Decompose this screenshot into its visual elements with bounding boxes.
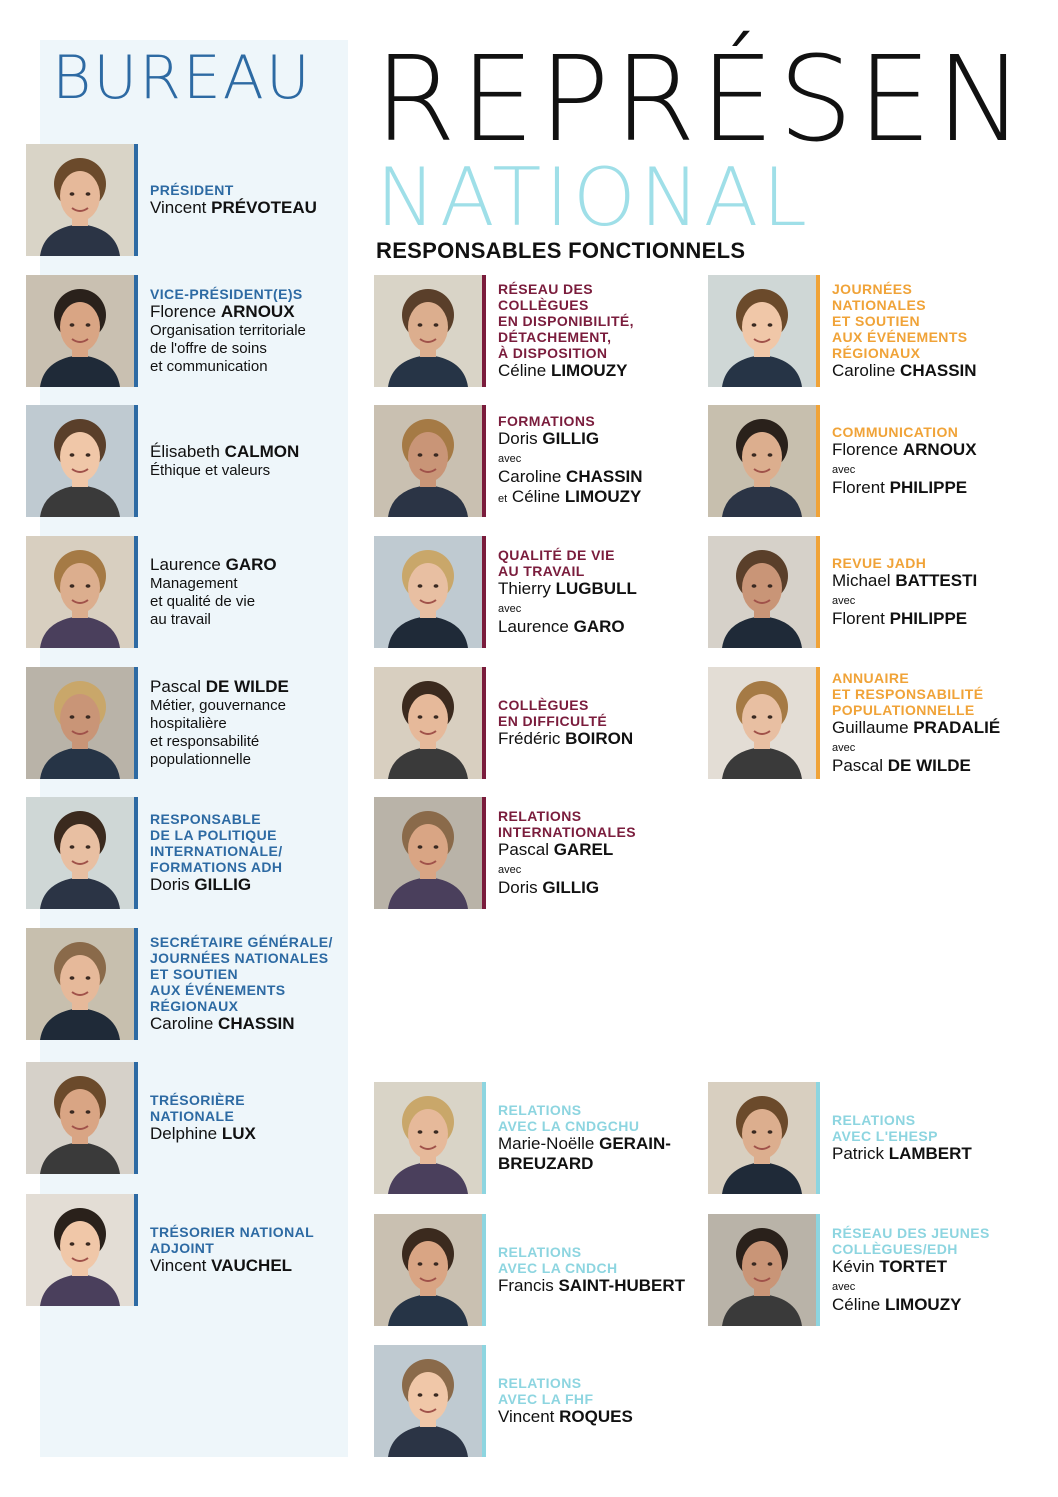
- person-name: [498, 1407, 698, 1427]
- role-line: ET SOUTIEN: [832, 313, 921, 329]
- last-name: BATTESTI: [895, 571, 978, 590]
- role-line: RELATIONS: [498, 808, 582, 824]
- description-line: Métier, gouvernance: [150, 697, 286, 714]
- person-info: [150, 144, 380, 256]
- person-info: [498, 1345, 698, 1457]
- person-name: [832, 440, 1032, 460]
- person-name: [832, 571, 1032, 591]
- person-info: [498, 797, 688, 909]
- person-info: [498, 536, 688, 648]
- person-name: [150, 1124, 380, 1144]
- accent-bar: [482, 797, 486, 909]
- role-line: JOURNÉES: [832, 281, 913, 297]
- person-name: [832, 1257, 1032, 1277]
- accent-bar: [134, 1062, 138, 1174]
- role-line: SECRÉTAIRE GÉNÉRALE/: [150, 934, 333, 950]
- last-name: CHASSIN: [566, 467, 643, 486]
- section-heading: RESPONSABLES FONCTIONNELS: [376, 238, 746, 263]
- role-line: AVEC L'EHESP: [832, 1128, 938, 1144]
- first-name: Florent: [832, 609, 885, 628]
- person-info: [150, 667, 380, 779]
- last-name: LIMOUZY: [564, 487, 642, 506]
- person-name: [832, 718, 1032, 738]
- avec-label: avec: [498, 603, 522, 615]
- last-name: GERAIN-BREUZARD: [498, 1134, 671, 1173]
- role-line: DE LA POLITIQUE: [150, 827, 277, 843]
- person-name: [150, 442, 380, 462]
- first-name: Doris: [498, 878, 538, 897]
- person-info: [832, 405, 1032, 517]
- person-info: [150, 1194, 380, 1306]
- person-name: [832, 361, 1032, 381]
- portrait-photo: [374, 275, 482, 387]
- person-name: [150, 302, 380, 322]
- role-line: VICE-PRÉSIDENT(E)S: [150, 286, 303, 302]
- description-line: populationnelle: [150, 751, 251, 768]
- accent-bar: [134, 928, 138, 1040]
- role-line: INTERNATIONALE/: [150, 843, 283, 859]
- first-name: Delphine: [150, 1124, 218, 1143]
- first-name: Marie-Noëlle: [498, 1134, 595, 1153]
- first-name: Vincent: [150, 1256, 207, 1275]
- role-line: ANNUAIRE: [832, 670, 910, 686]
- collaborator-name: [832, 756, 1032, 776]
- person-name: [498, 1134, 698, 1174]
- person-info: [498, 1082, 698, 1194]
- last-name: PRÉVOTEAU: [211, 198, 317, 217]
- last-name: GILLIG: [542, 878, 600, 897]
- portrait-photo: [374, 797, 482, 909]
- role-line: RELATIONS: [498, 1102, 582, 1118]
- portrait-photo: [708, 667, 816, 779]
- last-name: PHILIPPE: [889, 609, 968, 628]
- portrait-photo: [708, 1214, 816, 1326]
- first-name: Doris: [498, 429, 538, 448]
- description-line: Organisation territoriale: [150, 322, 306, 339]
- last-name: BOIRON: [565, 729, 634, 748]
- first-name: Florence: [832, 440, 899, 459]
- person-info: [832, 1214, 1032, 1326]
- role-line: AVEC LA FHF: [498, 1391, 594, 1407]
- portrait-photo: [26, 536, 134, 648]
- last-name: PHILIPPE: [889, 478, 968, 497]
- last-name: PRADALIÉ: [913, 718, 1001, 737]
- role-line: AVEC LA CNDCH: [498, 1260, 618, 1276]
- last-name: DE WILDE: [205, 677, 289, 696]
- accent-bar: [134, 144, 138, 256]
- avec-label: avec: [498, 864, 522, 876]
- accent-bar: [482, 1345, 486, 1457]
- role-line: EN DISPONIBILITÉ,: [498, 313, 634, 329]
- person-name: [498, 579, 688, 599]
- person-name: [498, 840, 688, 860]
- role-line: À DISPOSITION: [498, 345, 608, 361]
- last-name: CHASSIN: [218, 1014, 295, 1033]
- portrait-photo: [26, 1062, 134, 1174]
- person-name: [150, 1256, 380, 1276]
- person-info: [832, 536, 1032, 648]
- accent-bar: [482, 1214, 486, 1326]
- last-name: ROQUES: [559, 1407, 633, 1426]
- role-line: INTERNATIONALES: [498, 824, 636, 840]
- first-name: Francis: [498, 1276, 554, 1295]
- role-line: AUX ÉVÉNEMENTS: [150, 982, 286, 998]
- role-line: POPULATIONNELLE: [832, 702, 975, 718]
- portrait-photo: [26, 275, 134, 387]
- first-name: Caroline: [150, 1014, 214, 1033]
- accent-bar: [816, 536, 820, 648]
- first-name: Pascal: [498, 840, 550, 859]
- first-name: Caroline: [498, 467, 562, 486]
- description-line: et qualité de vie: [150, 593, 256, 610]
- accent-bar: [134, 1194, 138, 1306]
- role-line: FORMATIONS: [498, 413, 596, 429]
- first-name: Pascal: [832, 756, 884, 775]
- collaborator-name: [498, 878, 688, 898]
- last-name: LUX: [221, 1124, 256, 1143]
- role-line: RESPONSABLE: [150, 811, 261, 827]
- first-name: Guillaume: [832, 718, 909, 737]
- person-info: [832, 275, 1032, 387]
- accent-bar: [482, 405, 486, 517]
- portrait-photo: [374, 1082, 482, 1194]
- role-line: AUX ÉVÉNEMENTS: [832, 329, 968, 345]
- last-name: CHASSIN: [900, 361, 977, 380]
- role-line: RÉSEAU DES JEUNES: [832, 1225, 990, 1241]
- last-name: TORTET: [879, 1257, 947, 1276]
- description-line: Éthique et valeurs: [150, 462, 271, 479]
- role-line: AVEC LA CNDGCHU: [498, 1118, 640, 1134]
- accent-bar: [482, 275, 486, 387]
- portrait-photo: [708, 275, 816, 387]
- last-name: LAMBERT: [888, 1144, 972, 1163]
- person-name: [150, 198, 380, 218]
- role-line: RELATIONS: [832, 1112, 916, 1128]
- person-info: [150, 1062, 380, 1174]
- description-line: Management: [150, 575, 238, 592]
- description-line: de l'offre de soins: [150, 340, 267, 357]
- accent-bar: [816, 405, 820, 517]
- last-name: GILLIG: [542, 429, 600, 448]
- person-name: [498, 361, 688, 381]
- person-info: [498, 667, 688, 779]
- last-name: DE WILDE: [887, 756, 971, 775]
- portrait-photo: [26, 1194, 134, 1306]
- first-name: Patrick: [832, 1144, 884, 1163]
- description-line: hospitalière: [150, 715, 227, 732]
- portrait-photo: [26, 405, 134, 517]
- first-name: Céline: [832, 1295, 881, 1314]
- last-name: VAUCHEL: [211, 1256, 293, 1275]
- description-line: au travail: [150, 611, 211, 628]
- last-name: GARO: [225, 555, 277, 574]
- last-name: ARNOUX: [902, 440, 977, 459]
- first-name: Céline: [498, 361, 547, 380]
- collaborator-name: [832, 1295, 1032, 1315]
- portrait-photo: [374, 405, 482, 517]
- accent-bar: [482, 667, 486, 779]
- first-name: Vincent: [150, 198, 207, 217]
- portrait-photo: [708, 405, 816, 517]
- avec-label: avec: [498, 453, 522, 465]
- role-line: QUALITÉ DE VIE: [498, 547, 615, 563]
- avec-label: avec: [832, 1281, 856, 1293]
- portrait-photo: [374, 536, 482, 648]
- accent-bar: [816, 667, 820, 779]
- role-line: ET SOUTIEN: [150, 966, 239, 982]
- person-info: [498, 275, 688, 387]
- last-name: CALMON: [224, 442, 300, 461]
- accent-bar: [482, 536, 486, 648]
- page-subtitle: NATIONAL: [376, 151, 811, 244]
- person-name: [150, 555, 380, 575]
- first-name: Laurence: [150, 555, 221, 574]
- person-info: [150, 405, 380, 517]
- last-name: SAINT-HUBERT: [558, 1276, 686, 1295]
- person-info: [498, 405, 688, 517]
- last-name: GARO: [573, 617, 625, 636]
- role-line: ADJOINT: [150, 1240, 215, 1256]
- role-line: RELATIONS: [498, 1244, 582, 1260]
- role-line: TRÉSORIER NATIONAL: [150, 1224, 315, 1240]
- role-line: FORMATIONS ADH: [150, 859, 283, 875]
- role-line: REVUE JADH: [832, 555, 927, 571]
- bureau-title: BUREAU: [52, 43, 312, 113]
- avec-label: avec: [832, 742, 856, 754]
- accent-bar: [134, 405, 138, 517]
- portrait-photo: [26, 797, 134, 909]
- first-name: Florent: [832, 478, 885, 497]
- first-name: Kévin: [832, 1257, 875, 1276]
- role-line: ET RESPONSABILITÉ: [832, 686, 984, 702]
- role-line: AU TRAVAIL: [498, 563, 585, 579]
- portrait-photo: [374, 1214, 482, 1326]
- last-name: LIMOUZY: [550, 361, 628, 380]
- description-line: et responsabilité: [150, 733, 260, 750]
- role-line: RÉGIONAUX: [832, 345, 921, 361]
- person-info: [498, 1214, 698, 1326]
- last-name: ARNOUX: [220, 302, 295, 321]
- et-label: et: [498, 493, 508, 505]
- portrait-photo: [26, 144, 134, 256]
- first-name: Frédéric: [498, 729, 561, 748]
- first-name: Céline: [511, 487, 561, 506]
- avec-label: avec: [832, 595, 856, 607]
- description-line: et communication: [150, 358, 268, 375]
- role-line: PRÉSIDENT: [150, 182, 234, 198]
- last-name: LUGBULL: [555, 579, 637, 598]
- role-line: RÉGIONAUX: [150, 998, 239, 1014]
- collaborator-name: [832, 478, 1032, 498]
- portrait-photo: [708, 536, 816, 648]
- accent-bar: [816, 275, 820, 387]
- accent-bar: [134, 667, 138, 779]
- first-name: Florence: [150, 302, 217, 321]
- accent-bar: [134, 536, 138, 648]
- role-line: JOURNÉES NATIONALES: [150, 950, 329, 966]
- person-name: [832, 1144, 1032, 1164]
- role-line: COLLÈGUES: [498, 697, 589, 713]
- role-line: RÉSEAU DES COLLÈGUES: [498, 281, 594, 313]
- accent-bar: [134, 797, 138, 909]
- accent-bar: [816, 1082, 820, 1194]
- collaborator-name: [498, 617, 688, 637]
- portrait-photo: [708, 1082, 816, 1194]
- person-info: [832, 1082, 1032, 1194]
- last-name: GAREL: [553, 840, 614, 859]
- collaborator-name: [498, 467, 688, 487]
- portrait-photo: [26, 667, 134, 779]
- first-name: Doris: [150, 875, 190, 894]
- portrait-photo: [374, 667, 482, 779]
- role-line: NATIONALE: [150, 1108, 235, 1124]
- role-line: NATIONALES: [832, 297, 926, 313]
- person-name: [150, 1014, 380, 1034]
- person-name: [498, 1276, 698, 1296]
- first-name: Vincent: [498, 1407, 555, 1426]
- person-name: [150, 677, 380, 697]
- first-name: Caroline: [832, 361, 896, 380]
- role-line: COLLÈGUES/EDH: [832, 1241, 958, 1257]
- collaborator-name: [832, 609, 1032, 629]
- role-line: TRÉSORIÈRE: [150, 1092, 246, 1108]
- last-name: LIMOUZY: [884, 1295, 962, 1314]
- first-name: Laurence: [498, 617, 569, 636]
- portrait-photo: [374, 1345, 482, 1457]
- person-info: [150, 275, 380, 387]
- person-name: [150, 875, 380, 895]
- person-info: [150, 536, 380, 648]
- person-info: [150, 797, 380, 909]
- page-title: REPRÉSEN: [374, 30, 1028, 168]
- accent-bar: [134, 275, 138, 387]
- accent-bar: [482, 1082, 486, 1194]
- collaborator-name: [498, 487, 688, 509]
- role-line: EN DIFFICULTÉ: [498, 713, 608, 729]
- role-line: RELATIONS: [498, 1375, 582, 1391]
- first-name: Michael: [832, 571, 891, 590]
- last-name: GILLIG: [194, 875, 252, 894]
- portrait-photo: [26, 928, 134, 1040]
- person-name: [498, 729, 688, 749]
- first-name: Thierry: [498, 579, 551, 598]
- role-line: DÉTACHEMENT,: [498, 329, 612, 345]
- person-info: [832, 667, 1032, 779]
- accent-bar: [816, 1214, 820, 1326]
- avec-label: avec: [832, 464, 856, 476]
- first-name: Pascal: [150, 677, 202, 696]
- person-name: [498, 429, 688, 449]
- first-name: Élisabeth: [150, 442, 220, 461]
- person-info: [150, 928, 380, 1040]
- role-line: COMMUNICATION: [832, 424, 959, 440]
